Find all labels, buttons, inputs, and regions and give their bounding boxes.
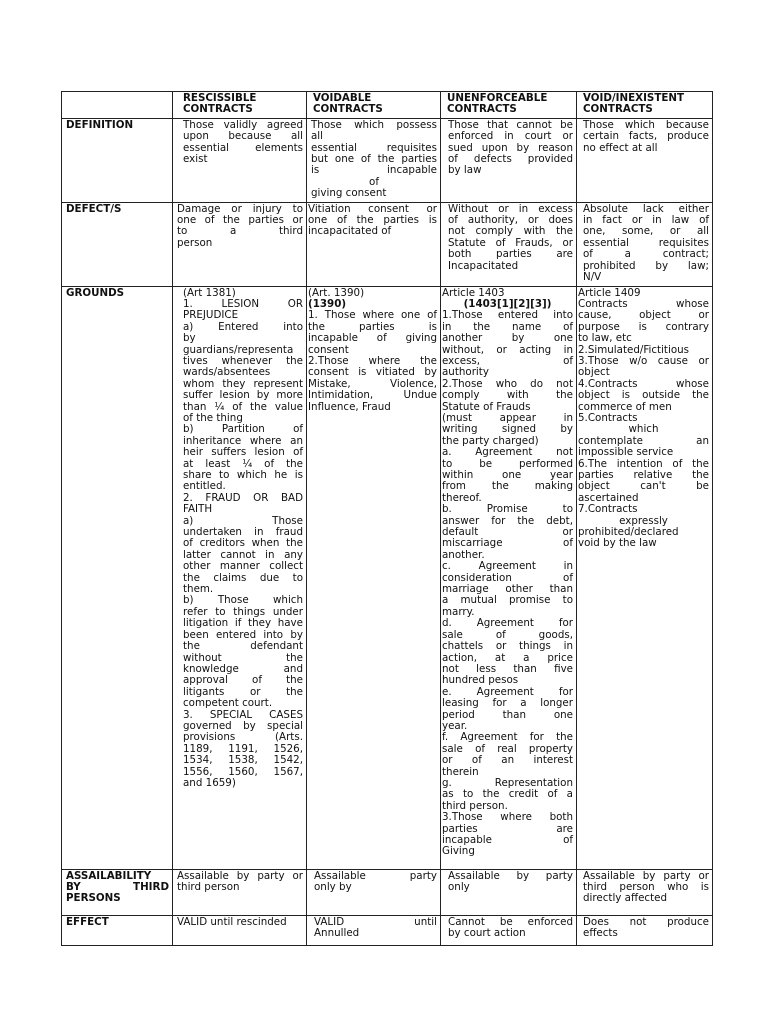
- cell-line: 2.Those where the: [308, 354, 437, 367]
- cell-line: answer for the debt,: [442, 514, 573, 527]
- cell-line: authority: [442, 366, 489, 379]
- cell-line: Influence, Fraud: [308, 400, 391, 413]
- cell-line: Without or in excess: [448, 202, 573, 215]
- cell-line: one of the parties is: [308, 214, 437, 227]
- cell-line: but one of the parties: [311, 153, 437, 166]
- cell-line: 3.Those w/o cause or: [578, 354, 709, 367]
- cell-line: (Art. 1390): [308, 286, 365, 299]
- cell-line: of: [369, 175, 379, 188]
- cell-line: default or: [442, 526, 573, 539]
- cell-line: excess, of: [442, 354, 573, 367]
- row-definition: [62, 118, 713, 202]
- cell-line: b. Promise to: [442, 503, 573, 516]
- cell-line: without the: [183, 651, 303, 664]
- cell-line: 1556, 1560, 1567,: [183, 765, 303, 778]
- cell-line: 6.The intention of the: [578, 457, 709, 470]
- cell-assail-rescissible: [173, 869, 307, 915]
- cell-line: undertaken in fraud: [183, 526, 303, 539]
- cell-line: third person: [177, 880, 240, 893]
- cell-defects-rescissible: [173, 202, 307, 286]
- cell-line: by court action: [448, 926, 526, 939]
- cell-line: essential requisites: [311, 141, 437, 154]
- cell-line: entitled.: [183, 480, 226, 493]
- cell-line: Damage or injury to: [177, 202, 303, 215]
- cell-line: g. Representation: [442, 776, 573, 789]
- cell-line: Assailable party: [314, 869, 437, 882]
- cell-line: them.: [183, 583, 214, 596]
- header-text: RESCISSIBLE: [183, 92, 257, 104]
- cell-definition-voidable: [307, 118, 441, 202]
- cell-effect-void: [577, 915, 713, 945]
- cell-line: leasing for a longer: [442, 697, 573, 710]
- cell-line: not less than five: [442, 662, 573, 675]
- cell-line: governed by special: [183, 719, 303, 732]
- cell-line: impossible service: [578, 446, 674, 459]
- cell-line: b) Partition of: [183, 423, 303, 436]
- cell-line: of creditors when the: [183, 537, 303, 550]
- cell-line: 1534, 1538, 1542,: [183, 754, 303, 767]
- cell-line: no effect at all: [583, 141, 658, 154]
- cell-line: PREJUDICE: [183, 309, 239, 322]
- cell-defects-unenforceable: [441, 202, 577, 286]
- cell-line: the party charged): [442, 434, 539, 447]
- cell-line: (1390): [308, 297, 347, 310]
- cell-line: approval of the: [183, 674, 303, 687]
- cell-line: essential requisites: [583, 236, 709, 249]
- cell-line: directly affected: [583, 892, 667, 905]
- cell-line: Mistake, Violence,: [308, 377, 437, 390]
- cell-line: in the name of: [442, 320, 573, 333]
- label-text: PERSONS: [66, 892, 121, 905]
- cell-definition-void: [577, 118, 713, 202]
- cell-line: d. Agreement for: [442, 617, 573, 630]
- cell-line: 1189, 1191, 1526,: [183, 742, 303, 755]
- cell-line: contemplate an: [578, 434, 709, 447]
- cell-line: object is outside the: [578, 389, 709, 402]
- cell-line: prohibited by law;: [583, 259, 709, 272]
- cell-line: one, some, or all: [583, 225, 709, 238]
- cell-line: heir suffers lesion of: [183, 446, 303, 459]
- cell-line: a. Agreement not: [442, 446, 573, 459]
- cell-line: essential elements: [183, 141, 303, 154]
- cell-line: marriage other than: [442, 583, 573, 596]
- cell-line: parties relative the: [578, 469, 709, 481]
- cell-line: miscarriage of: [442, 537, 573, 550]
- cell-line: 1.Those entered into: [442, 309, 573, 322]
- cell-line: consent is vitiated by: [308, 366, 437, 379]
- cell-line: of defects provided: [448, 153, 573, 166]
- cell-line: another by one: [442, 332, 573, 345]
- cell-line: or of an interest: [442, 754, 573, 767]
- header-blank-cell: [62, 92, 173, 119]
- cell-line: 3.Those where both: [442, 811, 573, 824]
- cell-line: refer to things under: [183, 605, 303, 618]
- cell-line: FAITH: [183, 503, 213, 516]
- cell-line: the claims due to: [183, 571, 303, 584]
- cell-line: b) Those which: [183, 594, 303, 607]
- cell-assail-voidable: [307, 869, 441, 915]
- cell-line: 5.Contracts: [578, 411, 638, 424]
- row-label-defects: DEFECT/S: [62, 202, 173, 286]
- cell-defects-void: [577, 202, 713, 286]
- cell-effect-unenforceable: [441, 915, 577, 945]
- cell-line: Contracts whose: [578, 297, 709, 310]
- cell-line: Statute of Frauds, or: [448, 236, 573, 249]
- cell-grounds-void: [577, 286, 713, 869]
- cell-line: than ¼ of the value: [183, 400, 303, 413]
- cell-line: enforced in court or: [448, 130, 573, 143]
- cell-line: suffer lesion by more: [183, 389, 303, 402]
- cell-line: from the making: [442, 480, 573, 493]
- cell-line: 1. LESION OR: [183, 297, 303, 310]
- cell-line: Intimidation, Undue: [308, 389, 437, 402]
- cell-effect-voidable: [307, 915, 441, 945]
- cell-line: 2. FRAUD OR BAD: [183, 491, 303, 504]
- cell-line: of the thing: [183, 411, 243, 424]
- cell-line: 2.Simulated/Fictitious: [578, 343, 690, 356]
- cell-line: year.: [442, 719, 468, 732]
- cell-line: Assailable by party: [448, 869, 573, 882]
- cell-line: chattels or things in: [442, 640, 573, 653]
- cell-line: action, at a price: [442, 651, 573, 664]
- cell-line: therein: [442, 765, 479, 778]
- cell-line: Assailable by party or: [583, 869, 709, 882]
- header-text: CONTRACTS: [583, 103, 653, 116]
- cell-line: parties are: [442, 822, 573, 835]
- cell-line: Incapacitated: [448, 259, 519, 272]
- cell-line: (Art 1381): [183, 286, 236, 299]
- cell-assail-void: [577, 869, 713, 915]
- cell-line: c. Agreement in: [442, 560, 573, 573]
- cell-line: ascertained: [578, 491, 639, 504]
- cell-line: Those validly agreed: [183, 118, 303, 131]
- cell-line: Vitiation consent or: [308, 202, 437, 215]
- cell-line: in fact or in law of: [583, 214, 709, 227]
- cell-line: by law: [448, 164, 482, 177]
- cell-line: object can't be: [578, 480, 709, 493]
- cell-line: sued upon by reason: [448, 141, 573, 154]
- cell-line: to a third: [177, 225, 303, 238]
- cell-line: comply with the: [442, 389, 573, 402]
- row-assailability: [62, 869, 713, 915]
- cell-line: VALID until: [314, 915, 437, 928]
- cell-line: third person.: [442, 799, 508, 812]
- cell-line: a) Those: [183, 514, 303, 527]
- row-label-definition: DEFINITION: [62, 118, 173, 202]
- cell-line: (1403[1][2][3]): [463, 297, 552, 310]
- cell-line: Giving: [442, 845, 475, 858]
- cell-line: e. Agreement for: [442, 685, 573, 698]
- cell-line: sale of goods,: [442, 628, 573, 641]
- cell-line: object: [578, 366, 610, 379]
- cell-line: latter cannot in any: [183, 548, 303, 561]
- cell-line: all: [311, 130, 324, 143]
- cell-line: Absolute lack either: [583, 202, 709, 215]
- cell-line: commerce of men: [578, 400, 672, 413]
- header-voidable: [307, 92, 441, 119]
- cell-line: Those which possess: [311, 118, 437, 131]
- cell-line: exist: [183, 153, 208, 166]
- cell-line: (must appear in: [442, 411, 573, 424]
- label-text: BY THIRD: [66, 880, 169, 893]
- cell-line: certain facts, produce: [583, 130, 709, 143]
- cell-line: only: [448, 880, 470, 893]
- cell-line: wards/absentees: [183, 366, 271, 379]
- cell-line: inheritance where an: [183, 434, 303, 447]
- row-effect: [62, 915, 713, 945]
- header-text: VOIDABLE: [313, 92, 372, 104]
- cell-line: to law, etc: [578, 332, 632, 345]
- cell-line: void by the law: [578, 537, 657, 550]
- cell-line: VALID until rescinded: [177, 915, 287, 928]
- cell-line: of authority, or does: [448, 214, 573, 227]
- cell-line: another.: [442, 548, 485, 561]
- cell-line: prohibited/declared: [578, 526, 679, 539]
- cell-line: Annulled: [314, 926, 360, 939]
- cell-grounds-voidable: [307, 286, 441, 869]
- cell-line: both parties are: [448, 248, 573, 261]
- cell-line: only by: [314, 880, 352, 893]
- header-void-inexistent: [577, 92, 713, 119]
- row-defects: [62, 202, 713, 286]
- cell-line: period than one: [442, 708, 573, 721]
- cell-line: a) Entered into: [183, 320, 303, 333]
- cell-line: tives whenever the: [183, 354, 303, 367]
- header-text: CONTRACTS: [183, 103, 253, 116]
- cell-line: without, or acting in: [442, 343, 573, 356]
- cell-line: hundred pesos: [442, 674, 519, 687]
- cell-line: Those which because: [583, 118, 709, 131]
- cell-line: incapacitated of: [308, 225, 392, 238]
- cell-line: whom they represent: [183, 377, 303, 390]
- cell-line: litigation if they have: [183, 617, 303, 630]
- cell-line: Cannot be enforced: [448, 915, 573, 928]
- header-text: CONTRACTS: [447, 103, 517, 116]
- cell-line: person: [177, 236, 213, 249]
- header-text: UNENFORCEABLE: [447, 92, 548, 104]
- cell-effect-rescissible: [173, 915, 307, 945]
- cell-line: of a contract;: [583, 248, 709, 261]
- cell-line: the parties is: [308, 320, 437, 333]
- cell-grounds-unenforceable: [441, 286, 577, 869]
- cell-line: within one year: [442, 469, 573, 481]
- row-grounds: [62, 286, 713, 869]
- cell-line: knowledge and: [183, 662, 303, 675]
- row-label-effect: EFFECT: [62, 915, 173, 945]
- cell-line: effects: [583, 926, 618, 939]
- cell-line: guardians/representa: [183, 343, 294, 356]
- cell-line: not comply with the: [448, 225, 573, 238]
- cell-line: a mutual promise to: [442, 594, 573, 607]
- cell-line: Article 1403: [442, 286, 505, 299]
- cell-line: giving consent: [311, 187, 387, 200]
- cell-line: at least ¼ of the: [183, 457, 303, 470]
- cell-line: and 1659): [183, 776, 236, 789]
- cell-line: 4.Contracts whose: [578, 377, 709, 390]
- cell-line: Assailable by party or: [177, 869, 303, 882]
- cell-line: provisions (Arts.: [183, 731, 303, 744]
- cell-line: cause, object or: [578, 309, 709, 322]
- header-text: VOID/INEXISTENT: [583, 92, 685, 104]
- cell-line: incapable of: [442, 834, 573, 846]
- cell-line: N/V: [583, 271, 602, 284]
- cell-line: 2.Those who do not: [442, 377, 573, 390]
- cell-line: 1. Those where one of: [308, 309, 437, 322]
- cell-line: 3. SPECIAL CASES: [183, 708, 303, 721]
- cell-line: Article 1409: [578, 286, 641, 299]
- cell-line: as to the credit of a: [442, 788, 573, 801]
- cell-line: one of the parties or: [177, 214, 303, 227]
- cell-line: incapable of giving: [308, 332, 437, 345]
- header-row: [62, 92, 713, 119]
- cell-definition-unenforceable: [441, 118, 577, 202]
- row-label-assailability: [62, 869, 173, 915]
- cell-line: which: [628, 423, 659, 436]
- cell-line: purpose is contrary: [578, 320, 709, 333]
- cell-line: Statute of Frauds: [442, 400, 531, 413]
- cell-line: by: [183, 332, 196, 345]
- cell-grounds-rescissible: [173, 286, 307, 869]
- header-unenforceable: [441, 92, 577, 119]
- cell-line: litigants or the: [183, 685, 303, 698]
- cell-line: is incapable: [311, 164, 437, 177]
- cell-line: been entered into by: [183, 628, 303, 641]
- cell-line: marry.: [442, 605, 475, 618]
- contracts-comparison-table: [61, 91, 713, 946]
- cell-line: expressly: [619, 514, 668, 527]
- cell-line: the defendant: [183, 640, 303, 653]
- cell-line: sale of real property: [442, 742, 573, 755]
- cell-line: thereof.: [442, 491, 482, 504]
- cell-line: competent court.: [183, 697, 273, 710]
- cell-line: upon because all: [183, 130, 303, 143]
- row-label-grounds: GROUNDS: [62, 286, 173, 869]
- cell-line: to be performed: [442, 457, 573, 470]
- cell-line: Those that cannot be: [448, 118, 573, 131]
- cell-line: consideration of: [442, 571, 573, 584]
- cell-line: Does not produce: [583, 915, 709, 928]
- cell-defects-voidable: [307, 202, 441, 286]
- header-text: CONTRACTS: [313, 103, 383, 116]
- cell-line: 7.Contracts: [578, 503, 638, 516]
- header-rescissible: [173, 92, 307, 119]
- cell-line: other manner collect: [183, 560, 303, 573]
- cell-line: share to which he is: [183, 469, 303, 481]
- cell-line: third person who is: [583, 880, 709, 893]
- cell-line: f. Agreement for the: [442, 731, 573, 744]
- cell-line: consent: [308, 343, 349, 356]
- cell-definition-rescissible: [173, 118, 307, 202]
- cell-line: writing signed by: [442, 423, 573, 436]
- label-text: ASSAILABILITY: [66, 869, 152, 882]
- cell-assail-unenforceable: [441, 869, 577, 915]
